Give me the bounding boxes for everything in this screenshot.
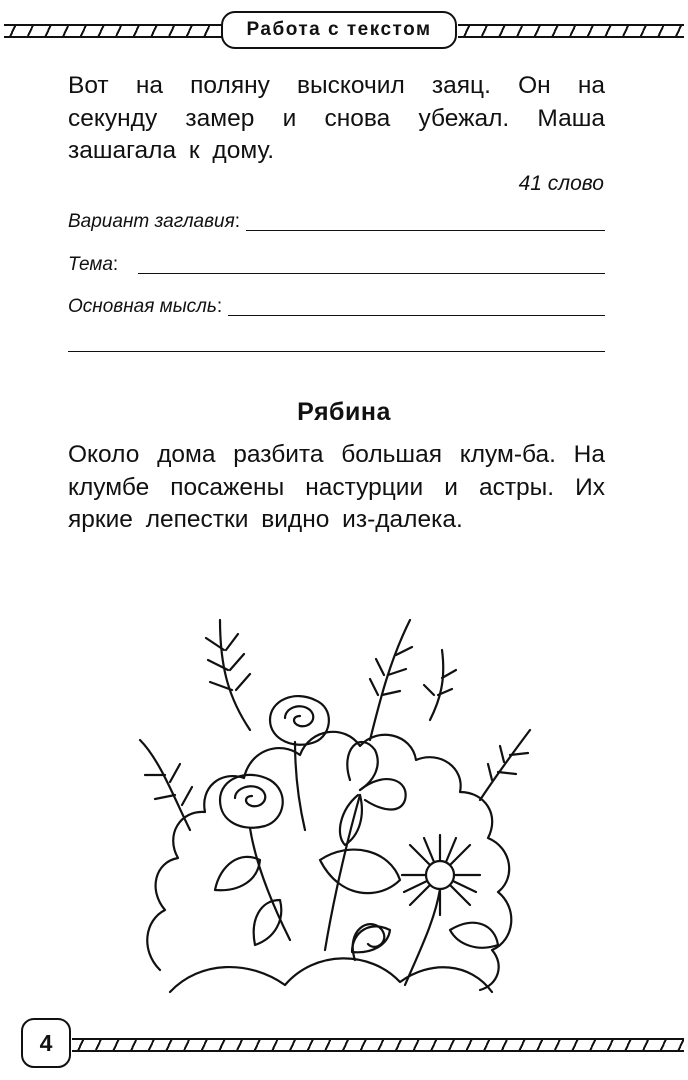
main-idea-line[interactable]: [228, 295, 605, 316]
section-title: Работа с текстом: [221, 11, 457, 49]
word-count: 41 слово: [518, 172, 604, 195]
main-idea-extra-line[interactable]: [68, 351, 605, 352]
topic-line[interactable]: [138, 253, 605, 274]
title-variant-label: Вариант заглавия:: [68, 211, 241, 232]
topic-field[interactable]: [68, 248, 605, 276]
header-hatch-left: [4, 24, 222, 38]
main-idea-label: Основная мысль:: [68, 296, 223, 317]
page-header: [0, 0, 688, 60]
title-variant-field[interactable]: [68, 205, 605, 233]
main-idea-field[interactable]: [68, 290, 605, 318]
topic-label: Тема:: [68, 254, 119, 275]
passage-text: Вот на поляну выскочил заяц. Он на секунду замер и снова убежал. Маша зашагала к дому.: [68, 72, 605, 164]
footer-hatch: [72, 1038, 684, 1052]
story-text: Около дома разбита большая клум-ба. На клумбе посажены настурции и астры. Их яркие лепестки видно из-далека.: [68, 441, 605, 533]
title-variant-line[interactable]: [246, 210, 605, 231]
header-hatch-right: [458, 24, 684, 38]
flowerbed-illustration: [120, 600, 560, 1000]
page-number: 4: [21, 1018, 71, 1068]
story-title: Рябина: [297, 398, 391, 426]
